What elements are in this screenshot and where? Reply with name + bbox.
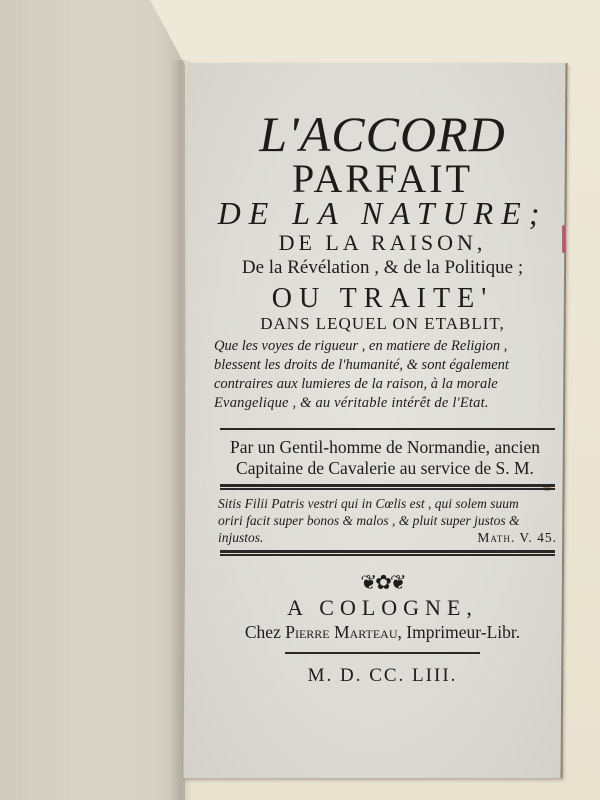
author-line: Par un Gentil-homme de Normandie, ancien xyxy=(229,437,541,457)
printer-name: Pierre Marteau xyxy=(285,622,398,642)
title-line-traite: OU TRAITE' xyxy=(271,283,494,314)
epigraph-reference: Math. V. 45. xyxy=(477,530,557,545)
horizontal-rule xyxy=(220,428,555,430)
subtitle-paragraph xyxy=(214,337,557,413)
epigraph-text: oriri facit super bonos & malos , & pluit super justos & xyxy=(218,513,520,528)
epigraph-line xyxy=(218,529,557,546)
double-rule xyxy=(220,484,555,487)
subtitle-line: Evangelique , & au véritable intérêt de l'Etat. xyxy=(214,395,489,411)
imprint-city: A COLOGNE, xyxy=(287,595,478,620)
title-line-raison: DE LA RAISON, xyxy=(278,230,487,255)
left-page-verso xyxy=(0,0,185,800)
imprint-date: M. D. CC. LIII. xyxy=(307,665,458,686)
title-line-accord: L'ACCORD xyxy=(259,106,506,162)
title-line-nature: DE LA NATURE; xyxy=(217,195,548,231)
printer-suffix: , Imprimeur-Libr. xyxy=(397,622,521,642)
short-rule xyxy=(285,652,480,654)
title-line-parfait: PARFAIT xyxy=(291,156,474,201)
epigraph-line xyxy=(218,495,557,512)
epigraph xyxy=(218,495,557,546)
subtitle-line: contraires aux lumieres de la raison, à la morale xyxy=(214,376,498,392)
title-line-revelation: De la Révélation , & de la Politique ; xyxy=(241,257,524,278)
imprint-printer xyxy=(200,622,565,643)
epigraph-text: Sitis Filii Patris vestri qui in Cœlis est , qui solem suum xyxy=(218,496,519,511)
printers-ornament-icon: ❦✿❦ xyxy=(360,570,405,594)
double-rule xyxy=(220,550,555,553)
epigraph-text: injustos. xyxy=(218,530,264,545)
title-line-etablit: DANS LEQUEL ON ETABLIT, xyxy=(260,314,505,333)
author-attribution xyxy=(210,437,560,479)
subtitle-line: blessent les droits de l'humanité, & sont également xyxy=(214,357,509,373)
epigraph-line xyxy=(218,512,557,529)
author-line: Capitaine de Cavalerie au service de S. M. xyxy=(236,458,534,478)
subtitle-line: Que les voyes de rigueur , en matiere de Religion , xyxy=(214,338,508,354)
printer-prefix: Chez xyxy=(244,622,281,642)
